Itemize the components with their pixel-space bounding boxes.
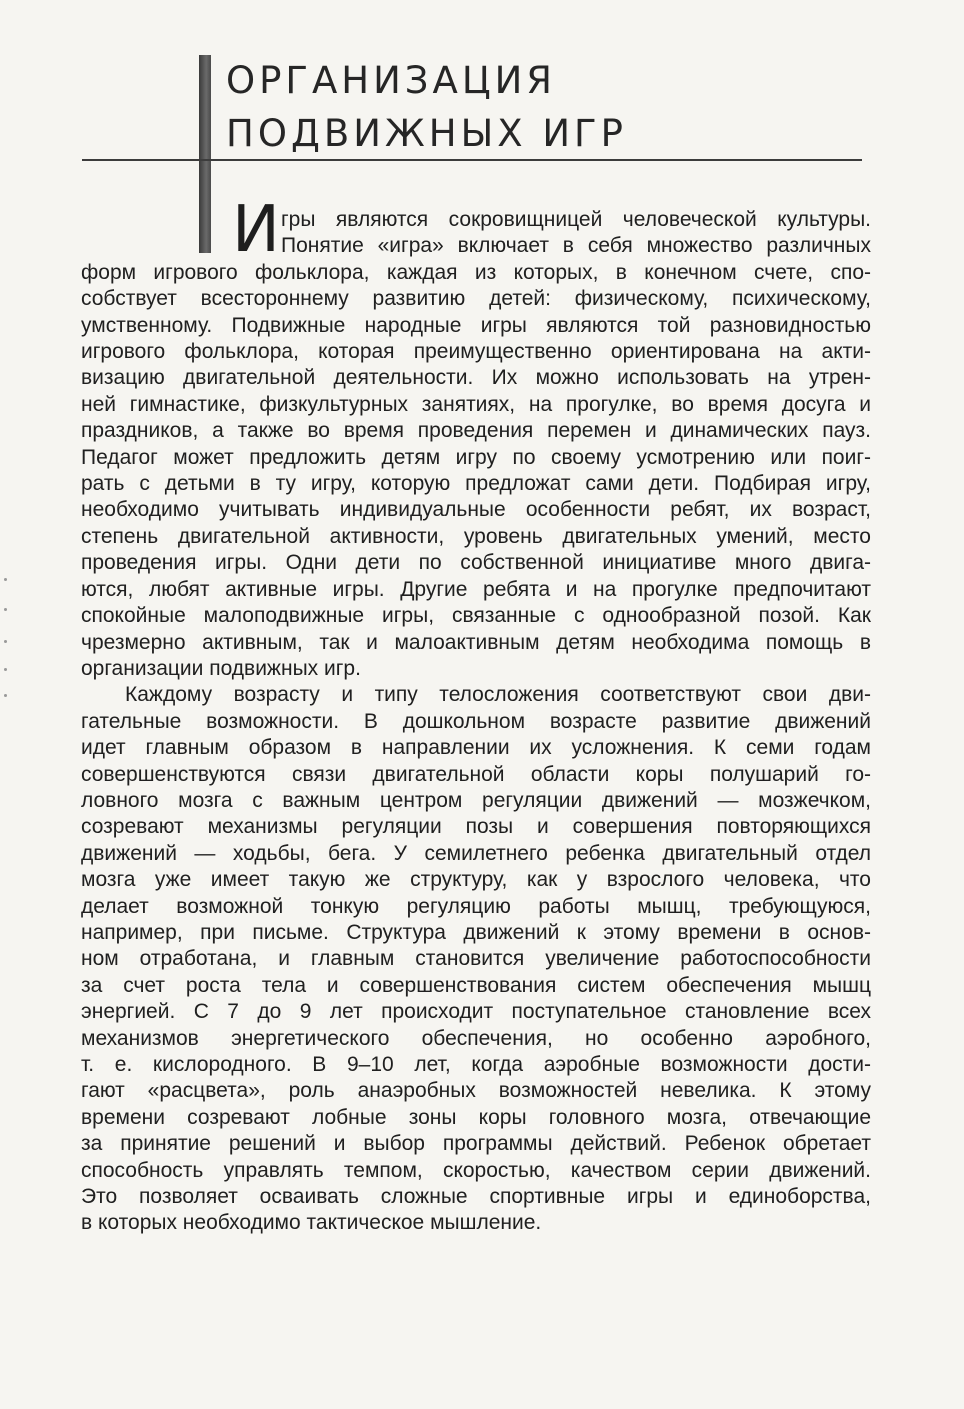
text-line: движений — ходьбы, бега. У семилетнего ребенка двигательный отдел: [81, 841, 871, 865]
text-line: ней гимнастике, физкультурных занятиях, на прогулке, во время досуга и: [81, 392, 871, 416]
text-line: гают «расцвета», роль анаэробных возможностей невелика. К этому: [81, 1079, 871, 1103]
text-line: гательные возможности. В дошкольном возрасте развитие движений: [81, 709, 871, 733]
text-line: форм игрового фольклора, каждая из которых, в конечном счете, спо-: [81, 260, 871, 284]
text-line: собствует всестороннему развитию детей: физическому, психическому,: [81, 287, 871, 311]
text-line: энергией. С 7 до 9 лет происходит поступательное становление всех: [81, 1000, 871, 1024]
text-line: необходимо учитывать индивидуальные особенности ребят, их возраст,: [81, 498, 871, 522]
scan-speck: [4, 608, 7, 611]
text-line: рать с детьми в ту игру, которую предложат сами дети. Подбирая игру,: [81, 472, 871, 496]
text-line: праздников, а также во время проведения перемен и динамических пауз.: [81, 419, 871, 443]
scan-speck: [4, 668, 7, 671]
scan-speck: [4, 694, 7, 697]
text-line: Это позволяет осваивать сложные спортивные игры и единоборства,: [81, 1185, 871, 1209]
text-line: механизмов энергетического обеспечения, но особенно аэробного,: [81, 1026, 871, 1050]
scan-speck: [4, 578, 7, 581]
text-line: времени созревают лобные зоны коры головного мозга, отвечающие: [81, 1105, 871, 1129]
text-line: организации подвижных игр.: [81, 656, 361, 680]
text-line: за принятие решений и выбор программы действий. Ребенок обретает: [81, 1132, 871, 1156]
text-line: ном отработана, и главным становится увеличение работоспособности: [81, 947, 871, 971]
drop-cap: И: [232, 193, 280, 267]
text-line: проведения игры. Одни дети по собственной инициативе много двига-: [81, 551, 871, 575]
text-line: за счет роста тела и совершенствования систем обеспечения мышц: [81, 973, 871, 997]
text-line: в которых необходимо тактическое мышление.: [81, 1211, 542, 1235]
text-line: делает возможной тонкую регуляцию работы мышц, требующуюся,: [81, 894, 871, 918]
text-line: степень двигательной активности, уровень двигательных умений, место: [81, 524, 871, 548]
scan-speck: [4, 640, 7, 643]
text-line: Понятие «игра» включает в себя множество различных: [281, 234, 871, 258]
title-line-2: ПОДВИЖНЫХ ИГР: [226, 112, 627, 155]
text-line: спокойные малоподвижные игры, связанные с однообразной позой. Как: [81, 604, 871, 628]
text-line: Каждому возрасту и типу телосложения соответствуют свои дви-: [125, 683, 871, 707]
text-line: т. е. кислородного. В 9–10 лет, когда аэробные возможности дости-: [81, 1053, 871, 1076]
text-line: идет главным образом в направлении их усложнения. К семи годам: [81, 736, 871, 760]
text-line: Педагог может предложить детям игру по своему усмотрению или поиг-: [81, 445, 871, 469]
text-line: созревают механизмы регуляции позы и совершения повторяющихся: [81, 815, 871, 839]
text-line: способность управлять темпом, скоростью, качеством серии движений.: [81, 1158, 871, 1182]
text-line: ловного мозга с важным центром регуляции движений — мозжечком,: [81, 788, 871, 812]
text-line: визацию двигательной деятельности. Их можно использовать на утрен-: [81, 366, 871, 390]
text-line: гры являются сокровищницей человеческой культуры.: [281, 208, 871, 231]
text-line: чрезмерно активным, так и малоактивным детям необходима помощь в: [81, 630, 871, 654]
text-line: мозга уже имеет такую же структуру, как у взрослого человека, что: [81, 868, 871, 892]
page-title: [226, 54, 627, 160]
article-body: [81, 207, 871, 1237]
text-line: игрового фольклора, которая преимущественно ориентирована на акти-: [81, 340, 871, 364]
text-line: ются, любят активные игры. Другие ребята и на прогулке предпочитают: [81, 577, 871, 601]
title-line-1: ОРГАНИЗАЦИЯ: [226, 59, 556, 102]
text-line: например, при письме. Структура движений к этому времени в основ-: [81, 920, 871, 944]
text-line: умственному. Подвижные народные игры являются той разновидностью: [81, 313, 871, 337]
text-line: совершенствуются связи двигательной области коры полушарий го-: [81, 762, 871, 786]
